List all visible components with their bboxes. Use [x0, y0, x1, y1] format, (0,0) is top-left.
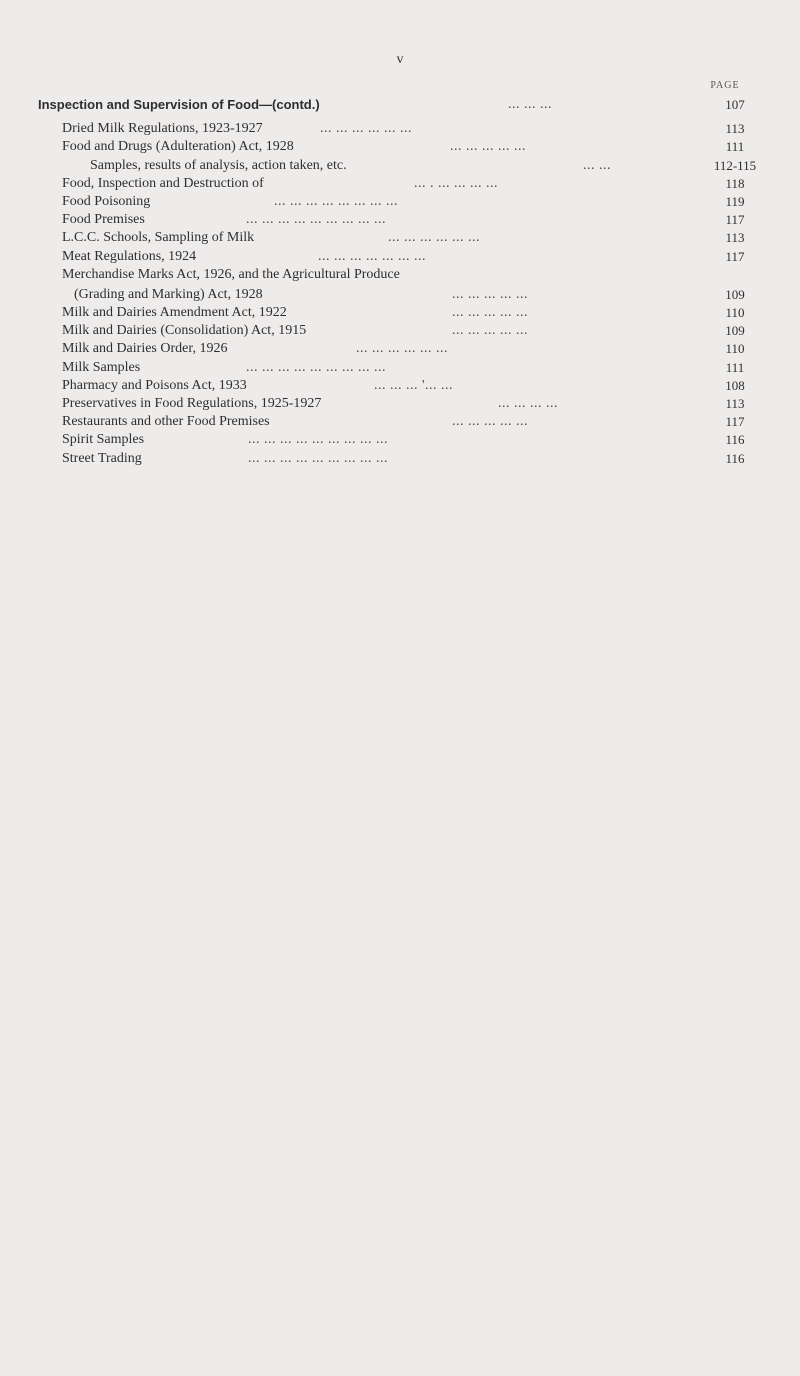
entry-label: Milk and Dairies (Consolidation) Act, 1915 [62, 323, 307, 339]
page-ref: 117 [725, 248, 745, 264]
entry-label: Dried Milk Regulations, 1923-1927 [62, 121, 263, 137]
page-number: v [396, 52, 404, 67]
page-ref: 113 [725, 396, 745, 411]
leader-dots: ... ... ... ... ... ... ... ... ... [246, 212, 386, 228]
leader-dots: ... ... ... ... ... ... [356, 341, 448, 357]
leader-dots: ... ... ... [508, 97, 552, 112]
page-ref: 109 [725, 323, 745, 339]
page-ref: 112-115 [713, 157, 757, 173]
page-ref: 109 [725, 286, 745, 302]
page-ref: 118 [725, 175, 745, 191]
index-entry [38, 175, 778, 193]
index-entry [38, 377, 778, 395]
index-entry [38, 211, 778, 229]
index-entry [38, 120, 778, 138]
index-list [38, 96, 778, 468]
entry-label: Street Trading [62, 450, 142, 466]
index-entry [38, 248, 778, 266]
index-entry [38, 340, 778, 358]
leader-dots: ... ... ... ... ... [452, 414, 528, 430]
entry-label: Preservatives in Food Regulations, 1925-1927 [62, 396, 322, 411]
index-entry [38, 266, 778, 284]
leader-dots: ... ... ... ... ... ... ... ... ... [248, 450, 388, 466]
entry-label: Restaurants and other Food Premises [62, 414, 270, 430]
entry-label: Milk and Dairies Order, 1926 [62, 341, 228, 357]
index-entry [38, 193, 778, 211]
leader-dots: ... ... ... ... ... ... [388, 230, 480, 246]
index-entry [38, 431, 778, 449]
heading-label: Inspection and Supervision of Food—(contd.) [38, 97, 320, 112]
page-ref: 116 [725, 450, 745, 466]
leader-dots: ... ... ... ... ... ... [320, 121, 412, 137]
index-entry [38, 138, 778, 156]
page-ref: 111 [725, 359, 745, 375]
entry-label: Food, Inspection and Destruction of [62, 175, 264, 191]
index-entry [38, 359, 778, 377]
index-entry [38, 450, 778, 468]
entry-label: Merchandise Marks Act, 1926, and the Agricultural Produce [62, 266, 400, 282]
leader-dots: ... ... ... ... ... [450, 139, 526, 155]
page-ref: 110 [725, 341, 745, 357]
entry-label: Meat Regulations, 1924 [62, 248, 197, 264]
page-ref: 117 [725, 414, 745, 430]
leader-dots: ... ... ... ... ... [452, 305, 528, 321]
page-ref: 108 [725, 377, 745, 393]
index-entry [38, 395, 778, 413]
leader-dots: ... ... ... '... ... [374, 377, 454, 393]
entry-label: Milk Samples [62, 359, 141, 375]
page-ref: 107 [725, 97, 745, 112]
page-column-header: PAGE [710, 80, 740, 91]
leader-dots: ... ... ... ... ... ... ... ... [274, 193, 398, 209]
entry-label: Pharmacy and Poisons Act, 1933 [62, 377, 247, 393]
entry-label: L.C.C. Schools, Sampling of Milk [62, 230, 255, 246]
index-entry [38, 229, 778, 247]
leader-dots: ... ... ... ... ... ... ... ... ... [248, 432, 388, 448]
entry-label: Food and Drugs (Adulteration) Act, 1928 [62, 139, 294, 155]
leader-dots: ... ... ... ... ... [452, 323, 528, 339]
index-entry [38, 157, 778, 175]
entry-label: Food Premises [62, 212, 145, 228]
leader-dots: ... . ... ... ... ... [414, 175, 498, 191]
index-heading [38, 96, 778, 114]
leader-dots: ... ... ... ... ... ... ... [318, 248, 426, 264]
page-ref: 117 [725, 212, 745, 228]
leader-dots: ... ... [583, 157, 611, 173]
page-ref: 113 [725, 230, 745, 246]
index-entry [38, 413, 778, 431]
entry-label: (Grading and Marking) Act, 1928 [74, 286, 263, 302]
leader-dots: ... ... ... ... ... [452, 286, 528, 302]
leader-dots: ... ... ... ... [498, 396, 558, 411]
page-ref: 111 [725, 139, 745, 155]
entry-label: Milk and Dairies Amendment Act, 1922 [62, 305, 287, 321]
page-ref: 119 [725, 193, 745, 209]
entry-label: Spirit Samples [62, 432, 145, 448]
entry-label: Samples, results of analysis, action taken, etc. [90, 157, 347, 173]
page-ref: 116 [725, 432, 745, 448]
page-ref: 110 [725, 305, 745, 321]
page-ref: 113 [725, 121, 745, 137]
index-entry [38, 286, 778, 304]
index-entry [38, 322, 778, 340]
leader-dots: ... ... ... ... ... ... ... ... ... [246, 359, 386, 375]
index-entry [38, 304, 778, 322]
entry-label: Food Poisoning [62, 193, 151, 209]
